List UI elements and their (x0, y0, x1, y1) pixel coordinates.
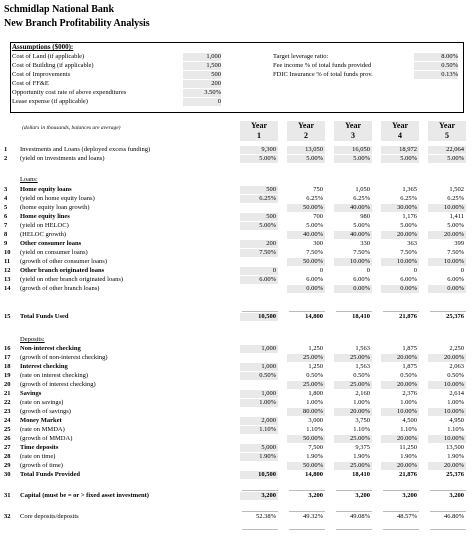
value-cell: 1.10% (353, 426, 370, 433)
year-header: Year 2 (287, 121, 325, 141)
total-rule (383, 311, 419, 312)
table-row (0, 345, 474, 353)
value-cell[interactable]: 20.00% (428, 354, 466, 362)
row-number: 20 (4, 381, 11, 388)
assumption-value[interactable]: 500 (183, 71, 221, 79)
table-row (0, 204, 474, 212)
row-label: (yield on HELOC) (20, 222, 69, 229)
table-row (0, 213, 474, 221)
table-row (0, 222, 474, 230)
bank-name: Schmidlap National Bank (4, 4, 115, 15)
row-label: Total Funds Provided (20, 471, 80, 478)
value-cell: 7,500 (308, 444, 323, 451)
value-cell: 2,250 (449, 345, 464, 352)
value-cell: 1,250 (308, 345, 323, 352)
value-cell: 4,500 (402, 417, 417, 424)
table-row (0, 471, 474, 479)
value-cell: 2,614 (449, 390, 464, 397)
row-label: Money Market (20, 417, 62, 424)
row-label: Total Funds Used (20, 313, 69, 320)
row-number: 32 (4, 513, 11, 520)
total-rule (242, 490, 278, 491)
value-cell[interactable]: 10.00% (381, 258, 419, 266)
value-cell[interactable]: 5.00% (334, 155, 372, 163)
row-number: 13 (4, 276, 11, 283)
row-label: (yield on investments and loans) (20, 155, 105, 162)
value-cell[interactable]: 22,064 (428, 146, 466, 154)
table-row (0, 417, 474, 425)
row-number: 6 (4, 213, 8, 220)
value-cell: 49.08% (349, 513, 370, 520)
value-cell[interactable]: 5,000 (240, 444, 278, 452)
value-cell: 6.25% (400, 195, 417, 202)
value-cell[interactable]: 0.00% (334, 285, 372, 293)
row-label: (growth of non-interest checking) (20, 354, 108, 361)
value-cell[interactable]: 5.00% (428, 155, 466, 163)
value-cell: 21,876 (399, 471, 417, 478)
value-cell[interactable]: 25.00% (334, 435, 372, 443)
assumption-label: Cost of FF&E (12, 80, 49, 87)
row-number: 23 (4, 408, 11, 415)
value-cell: 1,502 (449, 186, 464, 193)
value-cell: 1.00% (400, 399, 417, 406)
assumption-value[interactable]: 0.13% (414, 71, 458, 79)
table-row (0, 258, 474, 266)
total-rule (336, 490, 372, 491)
value-cell[interactable]: 20.00% (428, 231, 466, 239)
row-label: Other branch originated loans (20, 267, 105, 274)
value-cell[interactable]: 5.00% (287, 155, 325, 163)
value-cell: 1.90% (447, 453, 464, 460)
value-cell: 2,376 (402, 390, 417, 397)
row-number: 22 (4, 399, 11, 406)
total-rule (242, 511, 278, 512)
value-cell[interactable]: 500 (240, 186, 278, 194)
value-cell[interactable]: 10.00% (428, 435, 466, 443)
total-rule (430, 311, 466, 312)
value-cell[interactable]: 50.00% (287, 258, 325, 266)
value-cell: 1,563 (355, 345, 370, 352)
value-cell[interactable]: 10.00% (428, 381, 466, 389)
value-cell: 399 (454, 240, 464, 247)
row-label: Home equity lines (20, 213, 70, 220)
table-row (0, 285, 474, 293)
value-cell[interactable]: 5.00% (240, 222, 278, 230)
row-number: 25 (4, 426, 11, 433)
table-row (0, 399, 474, 407)
year-header: Year 1 (240, 121, 278, 141)
value-cell: 0.50% (447, 372, 464, 379)
value-cell[interactable]: 10,500 (240, 313, 278, 321)
value-cell: 3,750 (355, 417, 370, 424)
row-label: (rate on time) (20, 453, 56, 460)
assumption-label: Cost of Building (if applicable) (12, 62, 94, 69)
table-row (0, 146, 474, 154)
value-cell[interactable]: 6.25% (240, 195, 278, 203)
value-cell: 5.00% (353, 222, 370, 229)
value-cell: 14,800 (305, 471, 323, 478)
row-label: Time deposits (20, 444, 59, 451)
row-number: 8 (4, 231, 8, 238)
total-rule (336, 511, 372, 512)
value-cell: 1.90% (306, 453, 323, 460)
value-cell: 980 (360, 213, 370, 220)
value-cell: 0 (319, 267, 323, 274)
value-cell: 0.50% (353, 372, 370, 379)
value-cell[interactable]: 3,200 (240, 492, 278, 500)
value-cell[interactable]: 10.00% (381, 408, 419, 416)
row-number: 26 (4, 435, 11, 442)
table-row (0, 408, 474, 416)
value-cell[interactable]: 18,972 (381, 146, 419, 154)
total-rule (383, 529, 419, 530)
value-cell: 5.00% (306, 222, 323, 229)
total-rule (430, 511, 466, 512)
assumption-label: Opportunity cost rate of above expenditures (12, 89, 127, 96)
row-label: Interest checking (20, 363, 68, 370)
value-cell[interactable]: 40.00% (287, 231, 325, 239)
row-number: 19 (4, 372, 11, 379)
report-title: New Branch Profitability Analysis (4, 18, 150, 29)
value-cell: 4,950 (449, 417, 464, 424)
row-label: (rate on interest checking) (20, 372, 89, 379)
value-cell: 7.50% (306, 249, 323, 256)
value-cell: 46.80% (443, 513, 464, 520)
value-cell: 3,200 (308, 492, 323, 499)
row-number: 1 (4, 146, 8, 153)
value-cell[interactable]: 10.00% (428, 408, 466, 416)
value-cell[interactable]: 9,300 (240, 146, 278, 154)
value-cell: 9,375 (355, 444, 370, 451)
value-cell: 1.10% (306, 426, 323, 433)
row-number: 9 (4, 240, 8, 247)
assumption-label: Lease expense (if applicable) (12, 98, 88, 105)
row-label: (growth of interest checking) (20, 381, 96, 388)
row-label: Deposits: (20, 336, 45, 343)
row-label: (yield on other branch originated loans) (20, 276, 124, 283)
row-label: (yield on home equity loans) (20, 195, 95, 202)
row-number: 16 (4, 345, 11, 352)
table-row (0, 186, 474, 194)
value-cell[interactable]: 5.00% (240, 155, 278, 163)
value-cell: 1,365 (402, 186, 417, 193)
value-cell[interactable]: 6.00% (240, 276, 278, 284)
value-cell: 1.00% (447, 399, 464, 406)
value-cell: 21,876 (399, 313, 417, 320)
row-label: (growth of savings) (20, 408, 71, 415)
total-rule (289, 311, 325, 312)
value-cell: 7.50% (447, 249, 464, 256)
value-cell: 0 (366, 267, 370, 274)
value-cell: 49.32% (302, 513, 323, 520)
total-rule (383, 490, 419, 491)
value-cell: 1,563 (355, 363, 370, 370)
assumption-value[interactable]: 1,500 (183, 62, 221, 70)
row-number: 28 (4, 453, 11, 460)
value-cell: 0 (460, 267, 464, 274)
row-label: (home equity loan growth) (20, 204, 90, 211)
row-label: Capital (must be = or > fixed asset investment) (20, 492, 149, 499)
value-cell[interactable]: 25.00% (287, 354, 325, 362)
value-cell: 6.00% (306, 276, 323, 283)
row-label: (yield on consumer loans) (20, 249, 88, 256)
value-cell[interactable]: 10.00% (334, 258, 372, 266)
table-row (0, 267, 474, 275)
row-label: Core deposits/deposits (20, 513, 79, 520)
value-cell: 1,875 (402, 363, 417, 370)
assumption-label: Cost of Improvements (12, 71, 71, 78)
value-cell[interactable]: 20.00% (381, 381, 419, 389)
row-number: 21 (4, 390, 11, 397)
row-label: (growth of time) (20, 462, 63, 469)
table-row (0, 462, 474, 470)
table-row (0, 453, 474, 461)
row-label: Savings (20, 390, 42, 397)
value-cell: 363 (407, 240, 417, 247)
row-number: 7 (4, 222, 8, 229)
row-label: (growth of MMDA) (20, 435, 73, 442)
table-row (0, 381, 474, 389)
value-cell: 1,050 (355, 186, 370, 193)
value-cell[interactable]: 10,500 (240, 471, 278, 479)
value-cell[interactable]: 20.00% (428, 462, 466, 470)
value-cell: 14,800 (305, 313, 323, 320)
assumption-label: Cost of Land (if applicable) (12, 53, 85, 60)
table-row (0, 513, 474, 521)
assumption-label: Target leverage ratio: (273, 53, 329, 60)
value-cell: 7.50% (353, 249, 370, 256)
assumption-value[interactable]: 8.00% (414, 53, 458, 61)
value-cell: 1.90% (353, 453, 370, 460)
row-label: (rate on MMDA) (20, 426, 65, 433)
value-cell: 6.25% (306, 195, 323, 202)
value-cell[interactable]: 1,000 (240, 390, 278, 398)
row-number: 14 (4, 285, 11, 292)
value-cell: 1.10% (447, 426, 464, 433)
value-cell[interactable]: 25.00% (334, 354, 372, 362)
value-cell: 1.00% (306, 399, 323, 406)
table-row (0, 492, 474, 500)
value-cell[interactable]: 1,000 (240, 345, 278, 353)
value-cell[interactable]: 20.00% (381, 462, 419, 470)
value-cell[interactable]: 1.00% (240, 399, 278, 407)
value-cell: 0 (413, 267, 417, 274)
value-cell[interactable]: 50.00% (287, 435, 325, 443)
total-rule (289, 511, 325, 512)
value-cell: 48.57% (396, 513, 417, 520)
table-row (0, 176, 474, 184)
value-cell: 5.00% (447, 222, 464, 229)
row-number: 24 (4, 417, 11, 424)
value-cell[interactable]: 25.00% (334, 381, 372, 389)
row-label: Investments and Loans (deployed excess funding) (20, 146, 151, 153)
row-label: (HELOC growth) (20, 231, 67, 238)
value-cell: 6.00% (353, 276, 370, 283)
row-label: Non-interest checking (20, 345, 81, 352)
row-number: 17 (4, 354, 11, 361)
total-rule (336, 311, 372, 312)
value-cell[interactable]: 10.00% (428, 204, 466, 212)
row-number: 10 (4, 249, 11, 256)
value-cell: 18,410 (352, 313, 370, 320)
table-row (0, 354, 474, 362)
value-cell: 1,176 (402, 213, 417, 220)
table-row (0, 426, 474, 434)
year-header: Year 4 (381, 121, 419, 141)
year-header: Year 3 (334, 121, 372, 141)
value-cell[interactable]: 20.00% (381, 354, 419, 362)
value-cell[interactable]: 7.50% (240, 249, 278, 257)
value-cell: 13,500 (446, 444, 464, 451)
table-row (0, 372, 474, 380)
value-cell: 1,411 (449, 213, 464, 220)
table-row (0, 313, 474, 321)
row-label: (growth of other consumer loans) (20, 258, 108, 265)
value-cell[interactable]: 20.00% (381, 435, 419, 443)
row-number: 15 (4, 313, 11, 320)
value-cell[interactable]: 50.00% (287, 462, 325, 470)
total-rule (242, 529, 278, 530)
row-number: 3 (4, 186, 8, 193)
assumption-value[interactable]: 3.50% (183, 89, 221, 97)
value-cell[interactable]: 1.10% (240, 426, 278, 434)
assumption-value[interactable]: 1,000 (183, 53, 221, 61)
row-number: 11 (4, 258, 11, 265)
value-cell: 5.00% (400, 222, 417, 229)
value-cell: 750 (313, 186, 323, 193)
total-rule (336, 529, 372, 530)
value-cell: 3,200 (402, 492, 417, 499)
value-cell: 1,250 (308, 363, 323, 370)
value-cell: 2,063 (449, 363, 464, 370)
value-cell[interactable]: 0 (240, 267, 278, 275)
value-cell: 6.25% (353, 195, 370, 202)
value-cell[interactable]: 2,000 (240, 417, 278, 425)
value-cell: 6.25% (447, 195, 464, 202)
value-cell[interactable]: 30.00% (381, 204, 419, 212)
total-rule (289, 490, 325, 491)
value-cell[interactable]: 0.50% (240, 372, 278, 380)
assumption-label: Fee income % of total funds provided (273, 62, 372, 69)
value-cell[interactable]: 0.00% (287, 285, 325, 293)
row-number: 27 (4, 444, 11, 451)
row-number: 12 (4, 267, 11, 274)
value-cell[interactable]: 40.00% (334, 231, 372, 239)
row-number: 5 (4, 204, 8, 211)
value-cell[interactable]: 20.00% (334, 408, 372, 416)
total-rule (383, 511, 419, 512)
total-rule (242, 311, 278, 312)
value-cell[interactable]: 13,050 (287, 146, 325, 154)
value-cell[interactable]: 5.00% (381, 155, 419, 163)
row-number: 4 (4, 195, 8, 202)
value-cell: 25,376 (446, 471, 464, 478)
table-row (0, 276, 474, 284)
assumption-label: FDIC Insurance % of total funds prov. (273, 71, 373, 78)
table-row (0, 155, 474, 163)
value-cell: 0.50% (400, 372, 417, 379)
row-label: Home equity loans (20, 186, 72, 193)
row-label: (rate on savings) (20, 399, 64, 406)
assumption-value[interactable]: 200 (183, 80, 221, 88)
value-cell[interactable]: 20.00% (381, 231, 419, 239)
row-number: 18 (4, 363, 11, 370)
row-label: Loans: (20, 176, 38, 183)
assumptions-heading: Assumptions ($000): (12, 43, 74, 51)
value-cell: 330 (360, 240, 370, 247)
table-row (0, 240, 474, 248)
value-cell: 11,250 (399, 444, 417, 451)
row-number: 2 (4, 155, 8, 162)
value-cell: 0.50% (306, 372, 323, 379)
value-cell: 25,376 (446, 313, 464, 320)
value-cell: 3,000 (308, 417, 323, 424)
value-cell: 700 (313, 213, 323, 220)
value-cell[interactable]: 50.00% (287, 204, 325, 212)
value-cell: 1,800 (308, 390, 323, 397)
value-cell[interactable]: 25.00% (334, 462, 372, 470)
assumption-value[interactable]: 0.50% (414, 62, 458, 70)
table-row (0, 249, 474, 257)
table-row (0, 390, 474, 398)
value-cell: 3,200 (355, 492, 370, 499)
value-cell[interactable]: 1.90% (240, 453, 278, 461)
value-cell: 2,160 (355, 390, 370, 397)
table-row (0, 231, 474, 239)
value-cell[interactable]: 40.00% (334, 204, 372, 212)
table-row (0, 435, 474, 443)
table-row (0, 363, 474, 371)
value-cell: 18,410 (352, 471, 370, 478)
value-cell: 1,875 (402, 345, 417, 352)
value-cell: 1.90% (400, 453, 417, 460)
value-cell: 6.00% (400, 276, 417, 283)
value-cell[interactable]: 200 (240, 240, 278, 248)
value-cell[interactable]: 10.00% (428, 258, 466, 266)
table-row (0, 195, 474, 203)
row-number: 29 (4, 462, 11, 469)
table-row (0, 336, 474, 344)
units-note: (dollars in thousands, balances are average) (22, 125, 121, 131)
row-label: (growth of other branch loans) (20, 285, 100, 292)
value-cell[interactable]: 16,050 (334, 146, 372, 154)
value-cell[interactable]: 500 (240, 213, 278, 221)
total-rule (289, 529, 325, 530)
value-cell[interactable]: 0.00% (428, 285, 466, 293)
value-cell: 7.50% (400, 249, 417, 256)
value-cell: 1.10% (400, 426, 417, 433)
value-cell[interactable]: 0.00% (381, 285, 419, 293)
value-cell[interactable]: 1,000 (240, 363, 278, 371)
table-row (0, 444, 474, 452)
year-header: Year 5 (428, 121, 466, 141)
value-cell[interactable]: 25.00% (287, 381, 325, 389)
value-cell: 300 (313, 240, 323, 247)
total-rule (430, 490, 466, 491)
value-cell: 52.38% (255, 513, 276, 520)
value-cell: 6.00% (447, 276, 464, 283)
row-number: 31 (4, 492, 11, 499)
value-cell[interactable]: 80.00% (287, 408, 325, 416)
row-label: Other consumer loans (20, 240, 82, 247)
assumption-value[interactable]: 0 (183, 98, 221, 106)
total-rule (430, 529, 466, 530)
value-cell: 3,200 (449, 492, 464, 499)
row-number: 30 (4, 471, 11, 478)
value-cell: 1.00% (353, 399, 370, 406)
